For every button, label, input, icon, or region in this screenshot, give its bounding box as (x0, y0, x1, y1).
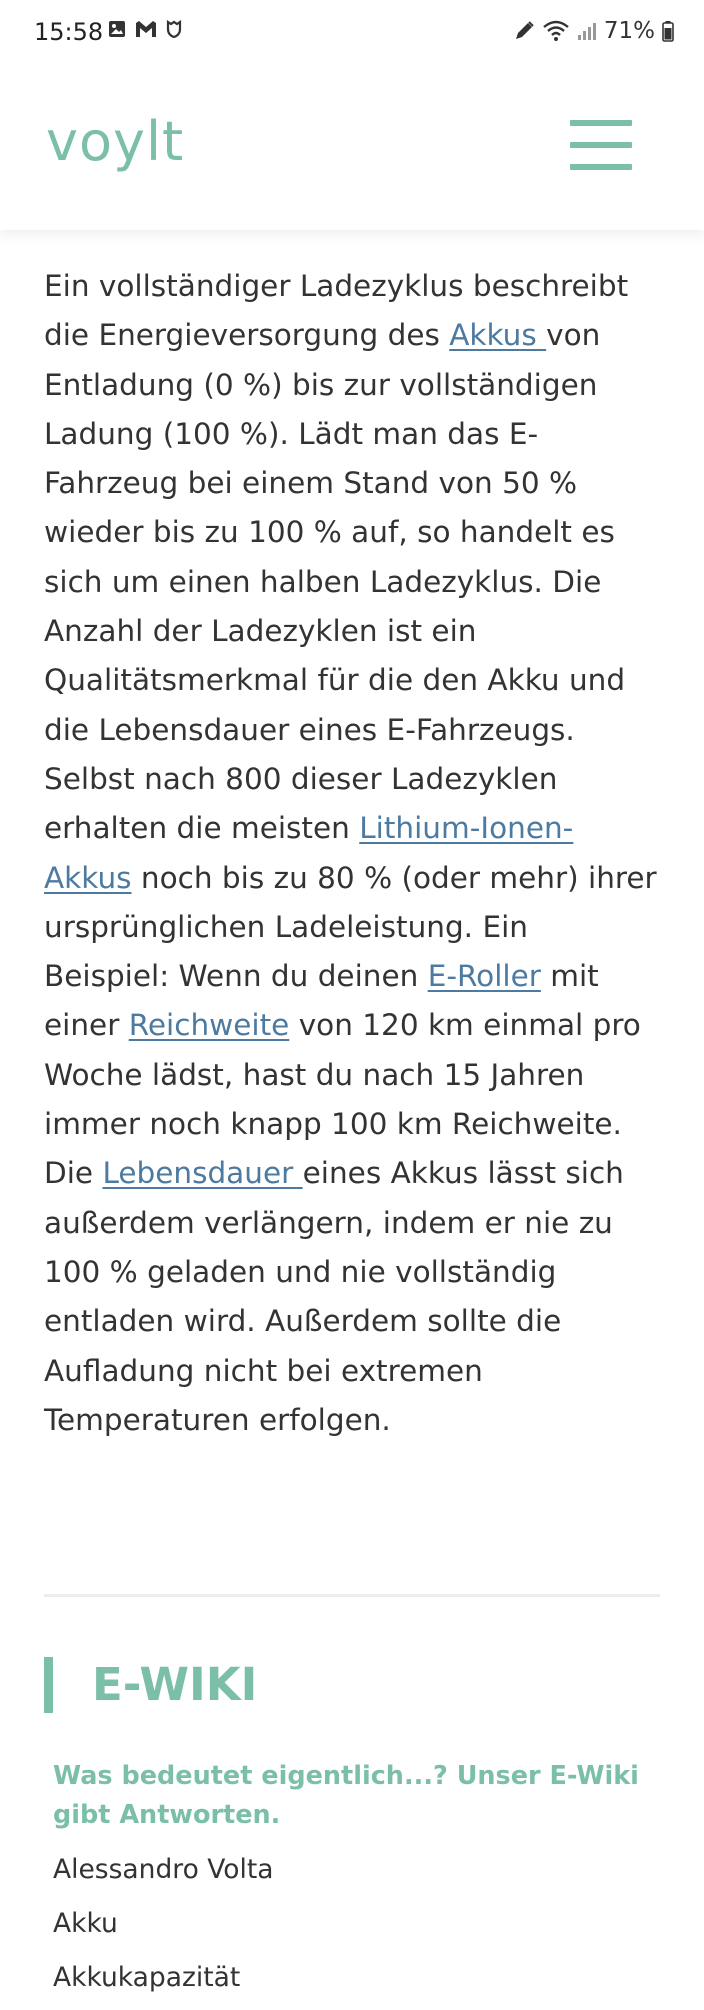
wiki-accent-bar (44, 1657, 53, 1713)
wiki-subtitle: Was bedeutet eigentlich...? Unser E-Wiki gibt Antworten. (53, 1761, 639, 1830)
article-paragraph (44, 262, 660, 1445)
stylus-icon (513, 20, 535, 42)
wifi-icon (542, 20, 570, 42)
shield-icon (166, 20, 182, 38)
article-text: noch bis zu 80 % (oder mehr) ihrer ursprünglichen Ladeleistung. Ein Beispiel: Wenn du deinen (44, 860, 657, 994)
battery-icon (662, 20, 674, 42)
link-e-roller[interactable]: E-Roller (427, 959, 541, 994)
menu-button[interactable] (570, 120, 634, 170)
wiki-item-akku[interactable]: Akku (53, 1908, 118, 1939)
site-header (0, 66, 704, 230)
voylt-logo[interactable]: voylt (46, 110, 185, 173)
article-text: eines Akkus lässt sich außerdem verlängern, indem er nie zu 100 % geladen und nie vollständig entladen wird. Außerdem sollte die Aufladung nicht bei extremen Temperaturen erfolgen. (44, 1156, 624, 1437)
section-divider (44, 1594, 660, 1597)
hamburger-icon (570, 120, 632, 126)
wiki-item-alessandro-volta[interactable]: Alessandro Volta (53, 1854, 274, 1885)
status-time: 15:58 (34, 18, 104, 46)
link-akkus[interactable]: Akkus (449, 318, 547, 353)
battery-percentage: 71% (603, 18, 655, 44)
notification-icons (108, 20, 182, 38)
image-icon (108, 20, 126, 38)
status-bar (0, 0, 704, 66)
hamburger-icon (570, 164, 632, 170)
article-text: von Entladung (0 %) bis zur vollständigen Ladung (100 %). Lädt man das E-Fahrzeug bei einem Stand von 50 % wieder bis zu 100 % auf, so handelt es sich um einen halben Ladezyklus. Die Anzahl der Ladezyklen ist ein Qualitätsmerkmal für die den Akku und die Lebensdauer eines E-Fahrzeugs. Selbst nach 800 dieser Ladezyklen erhalten die meisten (44, 318, 626, 846)
link-lithium-ionen-akkus[interactable]: Lithium-Ionen-Akkus (44, 811, 574, 895)
gmail-icon (135, 20, 157, 38)
system-icons (513, 18, 674, 44)
link-reichweite[interactable]: Reichweite (128, 1008, 290, 1043)
article-text: von 120 km einmal pro Woche lädst, hast du nach 15 Jahren immer noch knapp 100 km Reichweite. Die (44, 1008, 641, 1191)
article-text: Ein vollständiger Ladezyklus beschreibt die Energieversorgung des (44, 269, 629, 353)
wiki-list (53, 1848, 274, 2010)
signal-icon (577, 21, 597, 41)
link-lebensdauer[interactable]: Lebensdauer (102, 1156, 303, 1191)
wiki-title: E-WIKI (92, 1658, 258, 1711)
article-text: mit einer (44, 959, 599, 1043)
wiki-item-akkukapazitaet[interactable]: Akkukapazität (53, 1962, 241, 1993)
hamburger-icon (570, 142, 632, 148)
